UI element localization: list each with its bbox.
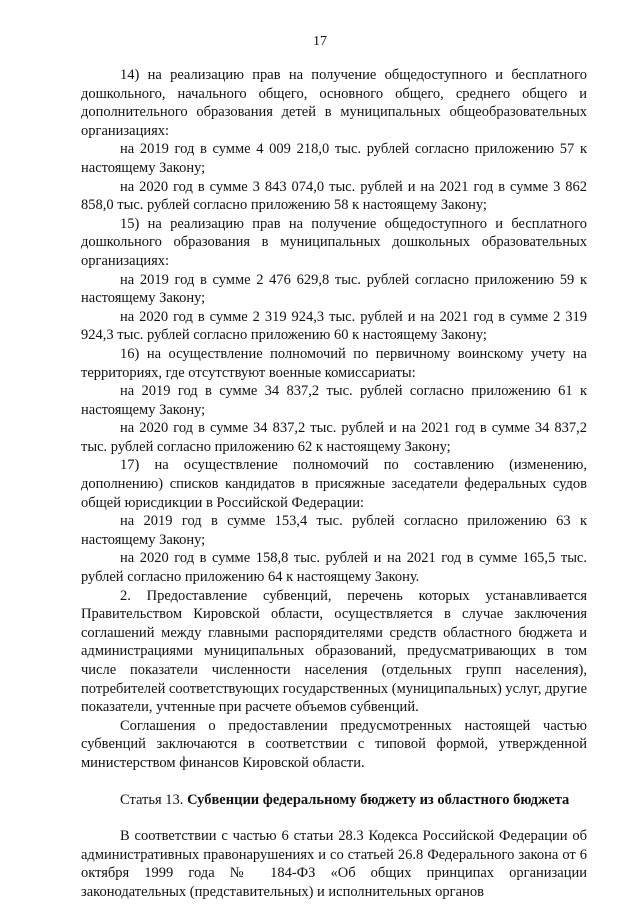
text-line: министерством финансов Кировской области. <box>81 754 365 771</box>
text-line: 2 319 924,3 тыс. рублей согласно приложению 60 к настоящему Закону; <box>81 308 588 344</box>
text-line: закона от 6 октября 1999 года № 184-ФЗ «Об общих принципах организации <box>81 846 587 882</box>
paragraph-article-13-body <box>81 827 587 901</box>
text-line: 17) на осуществление полномочий по составлению (изменению, <box>120 457 587 474</box>
paragraph-item-17 <box>81 456 587 512</box>
text-line: на 2019 год в сумме 34 837,2 тыс. рублей согласно приложению 61 к <box>120 383 587 400</box>
paragraph-2020-2021-amount <box>81 419 587 456</box>
text-line: настоящему Закону; <box>81 531 206 548</box>
paragraph-item-15 <box>81 215 587 271</box>
text-line: Правительством Кировской области, осуществляется в случае заключения <box>81 606 587 623</box>
text-line: на 2019 год в сумме 2 476 629,8 тыс. рублей согласно приложению 59 к <box>120 271 587 288</box>
text-line: настоящему Закону; <box>81 401 206 418</box>
text-line: организациях: <box>81 122 170 139</box>
text-line: на 2020 год в сумме 3 843 074,0 тыс. рублей и на 2021 год в сумме <box>120 178 549 195</box>
paragraph-2020-2021-amount <box>81 178 587 215</box>
text-line: потребителей соответствующих государственных (муниципальных) услуг, <box>81 680 542 697</box>
text-line: общей юрисдикции в Российской Федерации: <box>81 494 365 511</box>
text-line: на 2019 год в сумме 153,4 тыс. рублей согласно приложению 63 к <box>120 513 587 530</box>
text-line: на 2019 год в сумме 4 009 218,0 тыс. рублей согласно приложению 57 к <box>120 141 587 158</box>
text-line: 16) на осуществление полномочий по первичному воинскому учету на <box>120 345 587 362</box>
paragraph-2019-amount <box>81 382 587 419</box>
paragraph-2020-2021-amount <box>81 549 587 586</box>
text-line: В соответствии с частью 6 статьи 28.3 Кодекса Российской Федерации <box>120 828 568 845</box>
text-line: на 2020 год в сумме 2 319 924,3 тыс. рублей и на 2021 год в сумме <box>120 308 549 325</box>
article-heading <box>81 791 587 810</box>
document-body <box>81 66 587 902</box>
text-line: на 2020 год в сумме 34 837,2 тыс. рублей и на 2021 год в сумме <box>120 420 530 437</box>
text-line: законодательных (представительных) и исполнительных органов <box>81 883 484 900</box>
text-line: территориях, где отсутствуют военные комиссариаты: <box>81 364 416 381</box>
paragraph-2019-amount <box>81 271 587 308</box>
text-line: 3 862 858,0 тыс. рублей согласно приложению 58 к настоящему Закону; <box>81 178 588 214</box>
paragraph-agreements <box>81 717 587 773</box>
text-line: другие показатели, учтенные при расчете объемов субвенций. <box>81 680 588 716</box>
text-line: на 2020 год в сумме 158,8 тыс. рублей и на 2021 год в сумме 165,5 тыс. <box>120 550 587 567</box>
text-line: дополнительного образования детей в муниципальных общеобразовательных <box>81 104 587 121</box>
page-number: 17 <box>313 34 327 49</box>
text-line: администрациями муниципальных образований, предусматривающих в том <box>81 643 587 660</box>
paragraph-2019-amount <box>81 512 587 549</box>
text-line: организациях: <box>81 252 170 269</box>
paragraph-section-2 <box>81 587 587 717</box>
text-line: числе показатели численности населения (отдельных групп населения), <box>81 662 587 678</box>
text-line: соглашений между главными распорядителями средств областного бюджета и <box>81 624 587 641</box>
text-line: дошкольного образования в муниципальных дошкольных образовательных <box>81 234 587 251</box>
paragraph-item-14 <box>81 66 587 140</box>
text-line: 14) на реализацию прав на получение общедоступного и бесплатного <box>120 67 587 83</box>
text-line: 34 837,2 тыс. рублей согласно приложению 62 к настоящему Закону; <box>81 420 588 455</box>
text-line: об административных правонарушениях и со статьей 26.8 Федерального <box>81 828 588 863</box>
text-line: настоящему Закону; <box>81 290 206 307</box>
text-line: настоящему Закону; <box>81 159 206 176</box>
text-line: дошкольного, начального общего, основного общего, среднего общего и <box>81 85 587 102</box>
article-title: Субвенции федеральному бюджету из областного бюджета <box>187 791 570 808</box>
article-prefix: Статья 13. <box>120 791 188 808</box>
text-line: Соглашения о предоставлении предусмотренных настоящей частью <box>120 717 587 734</box>
text-line: рублей согласно приложению 64 к настоящему Закону. <box>81 569 420 586</box>
text-line: 2. Предоставление субвенций, перечень которых устанавливается <box>120 587 587 604</box>
text-line: дополнению) списков кандидатов в присяжные заседатели федеральных судов <box>81 476 587 493</box>
text-line: субвенций заключаются в соответствии с типовой формой, утвержденной <box>81 736 587 753</box>
paragraph-item-16 <box>81 345 587 382</box>
paragraph-2019-amount <box>81 140 587 177</box>
paragraph-2020-2021-amount <box>81 308 587 345</box>
text-line: 15) на реализацию прав на получение общедоступного и бесплатного <box>120 215 587 232</box>
